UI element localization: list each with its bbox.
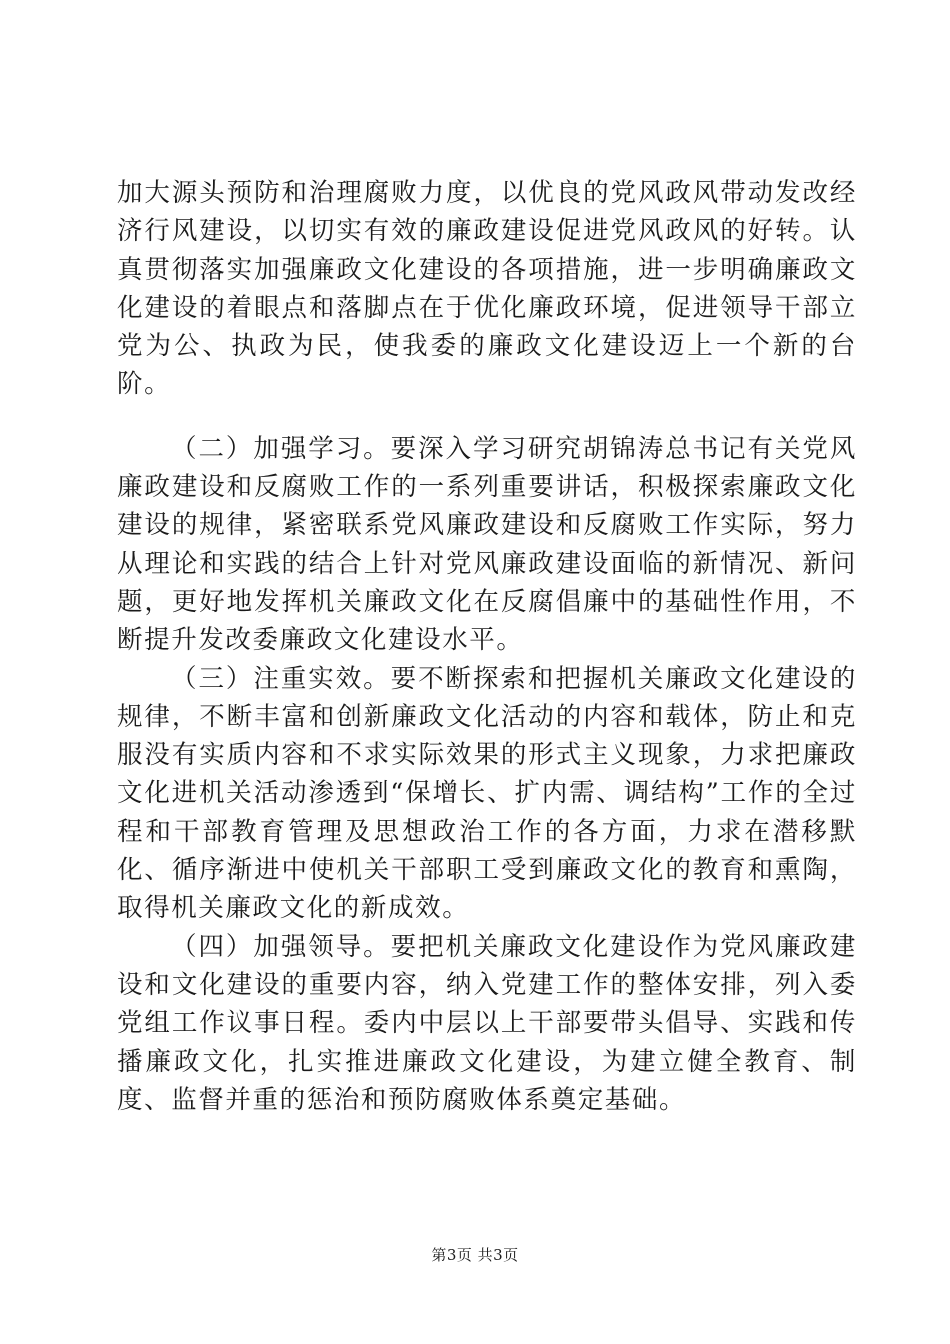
paragraph-intro-continuation: 加大源头预防和治理腐败力度，以优良的党风政风带动发改经济行风建设，以切实有效的廉政建设促进党风政风的好转。认真贯彻落实加强廉政文化建设的各项措施，进一步明确廉政文化建设的着眼点和落脚点在于优化廉政环境，促进领导干部立党为公、执政为民，使我委的廉政文化建设迈上一个新的台阶。 — [117, 178, 857, 400]
paragraph-section-2-study: （二）加强学习。要深入学习研究胡锦涛总书记有关党风廉政建设和反腐败工作的一系列重要讲话，积极探索廉政文化建设的规律，紧密联系党风廉政建设和反腐败工作实际，努力从理论和实践的结合上针对党风廉政建设面临的新情况、新问题，更好地发挥机关廉政文化在反腐倡廉中的基础性作用，不断提升发改委廉政文化建设水平。 — [117, 433, 857, 656]
paragraph-section-3-effectiveness: （三）注重实效。要不断探索和把握机关廉政文化建设的规律，不断丰富和创新廉政文化活动的内容和载体，防止和克服没有实质内容和不求实际效果的形式主义现象，力求把廉政文化进机关活动渗透到“保增长、扩内需、调结构”工作的全过程和干部教育管理及思想政治工作的各方面，力求在潜移默化、循序渐进中使机关干部职工受到廉政文化的教育和熏陶，取得机关廉政文化的新成效。 — [117, 663, 857, 924]
document-body — [117, 174, 857, 1119]
page-number-footer: 第3页 共3页 — [431, 1246, 519, 1264]
paragraph-section-4-leadership: （四）加强领导。要把机关廉政文化建设作为党风廉政建设和文化建设的重要内容，纳入党建工作的整体安排，列入委党组工作议事日程。委内中层以上干部要带头倡导、实践和传播廉政文化，扎实推进廉政文化建设，为建立健全教育、制度、监督并重的惩治和预防腐败体系奠定基础。 — [117, 931, 857, 1115]
